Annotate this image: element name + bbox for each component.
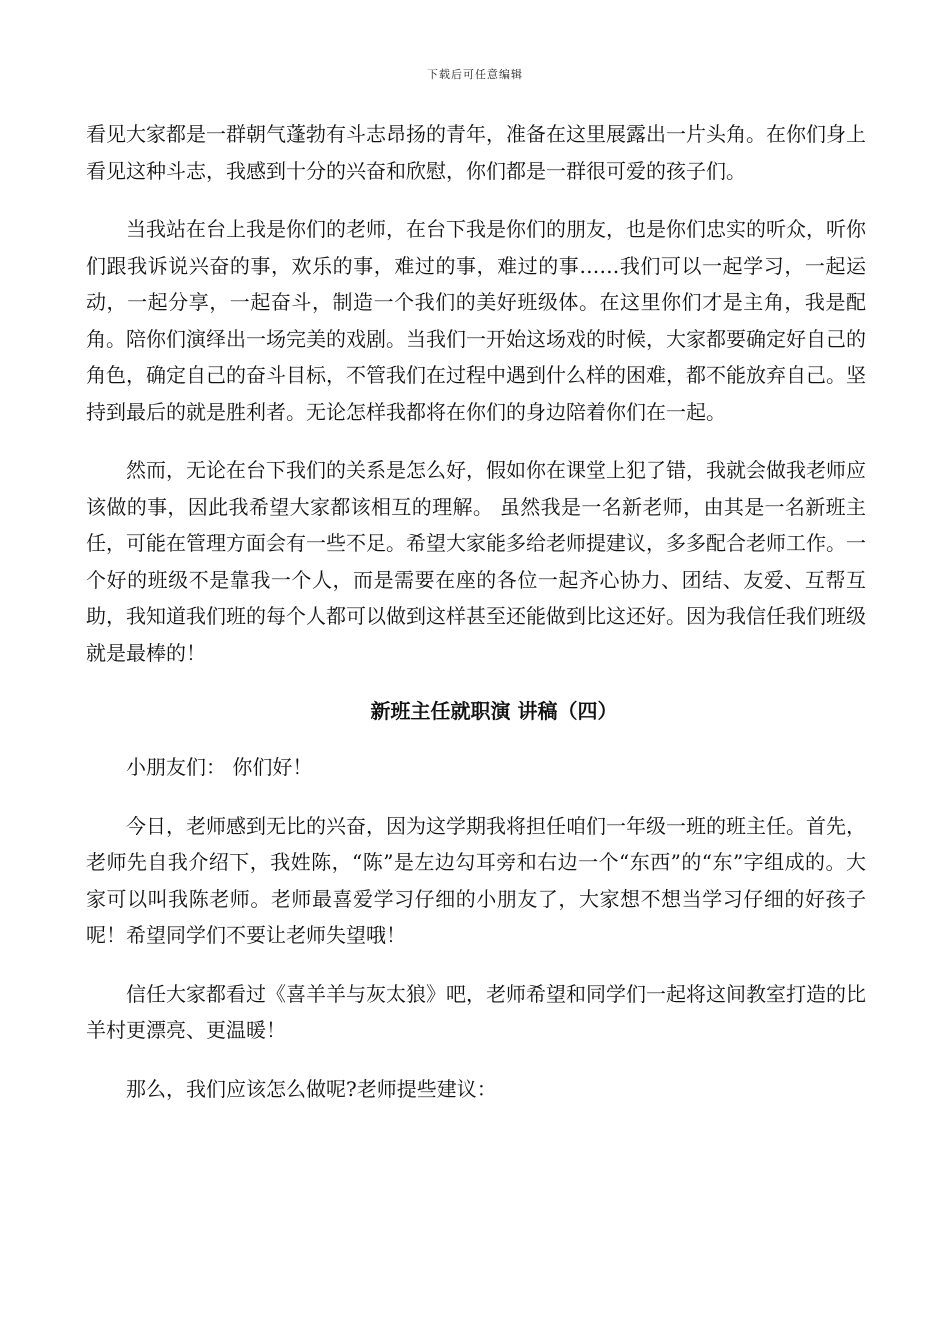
paragraph-continuation: 看见大家都是一群朝气蓬勃有斗志昂扬的青年，准备在这里展露出一片头角。在你们身上看见这种斗志，我感到十分的兴奋和欣慰，你们都是一群很可爱的孩子们。 bbox=[86, 122, 866, 183]
greeting-paragraph: 小朋友们： 你们好！ bbox=[126, 755, 313, 779]
paragraph: 信任大家都看过《喜羊羊与灰太狼》吧，老师希望和同学们一起将这间教室打造的比羊村更漂亮、更温暖！ bbox=[86, 981, 866, 1042]
document-body bbox=[86, 116, 866, 1129]
paragraph: 然而，无论在台下我们的关系是怎么好，假如你在课堂上犯了错，我就会做我老师应该做的事，因此我希望大家都该相互的理解。 虽然我是一名新老师，由其是一名新班主任，可能在管理方面会有一些不足。希望大家能多给老师提建议，多多配合老师工作。一个好的班级不是靠我一个人，而是需要在座的各位一起齐心协力、团结、友爱、互帮互助，我知道我们班的每个人都可以做到这样甚至还能做到比这还好。因为我信任我们班级就是最棒的！ bbox=[86, 458, 866, 665]
paragraph: 那么，我们应该怎么做呢?老师提些建议： bbox=[126, 1076, 497, 1101]
paragraph: 当我站在台上我是你们的老师，在台下我是你们的朋友，也是你们忠实的听众，听你们跟我诉说兴奋的事，欢乐的事，难过的事，难过的事……我们可以一起学习，一起运动，一起分享，一起奋斗，制造一个我们的美好班级体。在这里你们才是主角，我是配角。陪你们演绎出一场完美的戏剧。当我们一开始这场戏的时候，大家都要确定好自己的角色，确定自己的奋斗目标，不管我们在过程中遇到什么样的困难，都不能放弃自己。坚持到最后的就是胜利者。无论怎样我都将在你们的身边陪着你们在一起。 bbox=[86, 217, 866, 424]
paragraph: 今日，老师感到无比的兴奋，因为这学期我将担任咱们一年级一班的班主任。首先，老师先自我介绍下，我姓陈，“陈”是左边勾耳旁和右边一个“东西”的“东”字组成的。大家可以叫我陈老师。老师最喜爱学习仔细的小朋友了，大家想不想当学习仔细的好孩子呢！希望同学们不要让老师失望哦！ bbox=[86, 813, 866, 947]
page-header: 下载后可任意编辑 bbox=[427, 68, 523, 81]
section-title: 新班主任就职演 讲稿（四） bbox=[370, 699, 618, 723]
